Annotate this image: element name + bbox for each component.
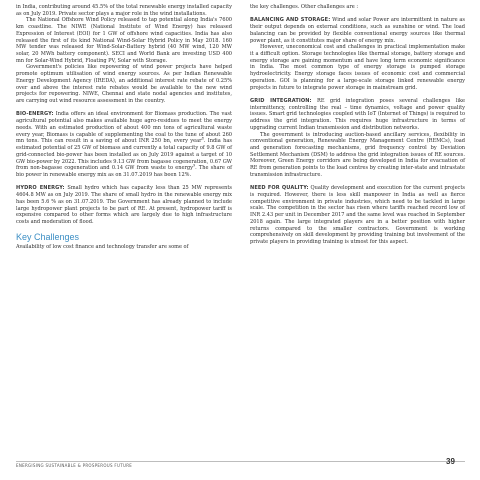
hydro-text: Small hydro which has capacity less than 25 MW represents 4604.8 MW as on July 2019. The share of small hydro in the renewable energy mix has been 5.6 % as on 31.07.2019. The Government has already planned to include large hydropower plant projects to be part of RE. At present, hydropower tariff is expensive compared to other forms which are largely due to high infrastructure costs and moderation of flood. bbox=[16, 185, 232, 225]
paragraph-bio-energy bbox=[16, 111, 232, 178]
right-column bbox=[250, 4, 465, 246]
paragraph-grid-integration bbox=[250, 98, 465, 132]
paragraph-other-challenges: the key challenges. Other challenges are : bbox=[250, 4, 359, 10]
balancing-text: Wind and solar Power are intermittent in nature as their output depends on external conditions, such as sunshine or wind. The load balancing can be provided by flexible conventional energy sources like thermal power plant, as it constitutes major share of energy mix. bbox=[250, 17, 465, 44]
footer-publication-title: ENERGISING SUSTAINABLE & PROSPEROUS FUTURE bbox=[16, 463, 133, 468]
left-column bbox=[16, 4, 232, 251]
paragraph-need-for-quality bbox=[250, 185, 465, 245]
paragraph-repowering: Government's policies like repowering of wind power projects have helped promote optimum utilisation of wind energy sources. As per Indian Renewable Energy Development Agency (IREDA), an additional interest rate rebate of 0.25% over and above the interest rate rebates would be available to the new wind projects for repowering. NIWE, Chennai and state nodal agencies and institutes, are carrying out wind resource assessment in the country. bbox=[16, 64, 232, 105]
quality-text: Quality development and execution for the current projects is required. However, there is less skill manpower in India as well as fierce competitive environment in private industries, which need to be tackled in large scale. The competition in the sector has risen where tariffs reached record low of INR 2.43 per unit in December 2017 and the same level was reached in September 2018 again. The large integrated players are in a better position with higher returns compared to the smaller contractors. Government is working comprehensively on skill development by providing training but involvement of the private players in providing training is utmost for this aspect. bbox=[250, 185, 466, 246]
section-title-key-challenges: Key Challenges bbox=[16, 231, 80, 242]
heading-hydro-energy: HYDRO ENERGY: bbox=[16, 185, 65, 192]
bio-text-b: . India has estimated potential of 25 GW of biomass and currently a total capacity of 9.8 GW of grid-connected bio-power has been installed as on July 2019 against a target of 10 GW bio-power by 2022. This includes 9.13 GW from bagasse cogeneration, 0.67 GW from non-bagasse cogeneration and 0.14 GW from waste to energy bbox=[16, 138, 233, 172]
paragraph-storage-technologies: However, uneconomical cost and challenges in practical implementation make it a difficult option. Storage technologies like thermal storage, battery storage and energy storage are gaining momentum and have long term economic significance in India. The most common type of energy storage is pumped storage hydroelectricity. Energy storage faces issues of economic cost and commercial operation. GOI is planning for a large-scale storage linked renewable energy projects in future to integrate power storage in mainstream grid. bbox=[250, 44, 465, 91]
heading-balancing-storage: BALANCING AND STORAGE: bbox=[250, 17, 331, 24]
paragraph-government-measures: The government is introducing auction-based ancillary services, flexibility in conventional generation, Renewable Energy Management Centre (REMCs), load and generation forecasting mechanisms, grid frequency control by Deviation Settlement Mechanism (DSM) to address the grid integration issues of RE sources. Moreover, Green Energy corridors are being developed in India for evacuation of RE from generation points to the load centres by creating inter-state and intrastate transmission infrastructure. bbox=[250, 131, 465, 178]
bio-text-a: India offers an ideal environment for Biomass production. The vast agricultural potential also makes available huge agro-residues to meet the energy needs. With an estimated production of about 400 mn tons of agricultural waste every year, Biomass is capable of supplementing the coal to the tune of about 260 mn tons. This can result in a saving of about INR 250 bn, every year bbox=[16, 111, 232, 145]
footnote-ref-9: 9 bbox=[192, 163, 196, 168]
paragraph-offshore-policy: The National Offshore Wind Policy released to tap potential along India's 7600 km coastline. The NIWE (National Institute of Wind Energy) has released Expression of Interest (EOI) for 1 GW of offshore wind capacities. India has also released the first of its kind National Wind-Solar Hybrid Policy in May 2018. 160 MW tender was released for Wind-Solar-Battery hybrid (40 MW wind, 120 MW solar, 20 MWh battery component). SECI and World Bank are investing USD 400 mn for Solar-Wind Hybrid, Floating PV, Solar with Storage. bbox=[16, 17, 232, 64]
grid-text: RE grid integration poses several challenges like intermittency, controlling the real – time dynamics, voltage and power quality issues. Smart grid technologies coupled with IoT (Internet of Things) is required to address the grid integration. This requires huge infrastructure in terms of upgrading current Indian transmission and distribution networks. bbox=[250, 98, 465, 131]
bio-text-c: . The share of bio power in renewable energy mix as on 31.07.2019 has been 12%. bbox=[16, 165, 232, 178]
heading-grid-integration: GRID INTEGRATION: bbox=[250, 98, 312, 104]
footer-divider bbox=[16, 461, 465, 462]
paragraph-challenges-intro: Availability of low cost finance and technology transfer are some of bbox=[16, 244, 189, 251]
paragraph-hydro-energy bbox=[16, 185, 232, 225]
page-number: 39 bbox=[446, 457, 455, 466]
paragraph-balancing-storage bbox=[250, 17, 465, 44]
paragraph-wind-intro: in India, contributing around 45.5% of the total renewable energy installed capacity as on July 2019. Private sector plays a major role in the wind installations. bbox=[16, 4, 232, 17]
heading-need-for-quality: NEED FOR QUALITY: bbox=[250, 185, 309, 192]
heading-bio-energy: BIO-ENERGY: bbox=[16, 111, 54, 118]
footnote-ref-8: 8 bbox=[201, 136, 204, 141]
